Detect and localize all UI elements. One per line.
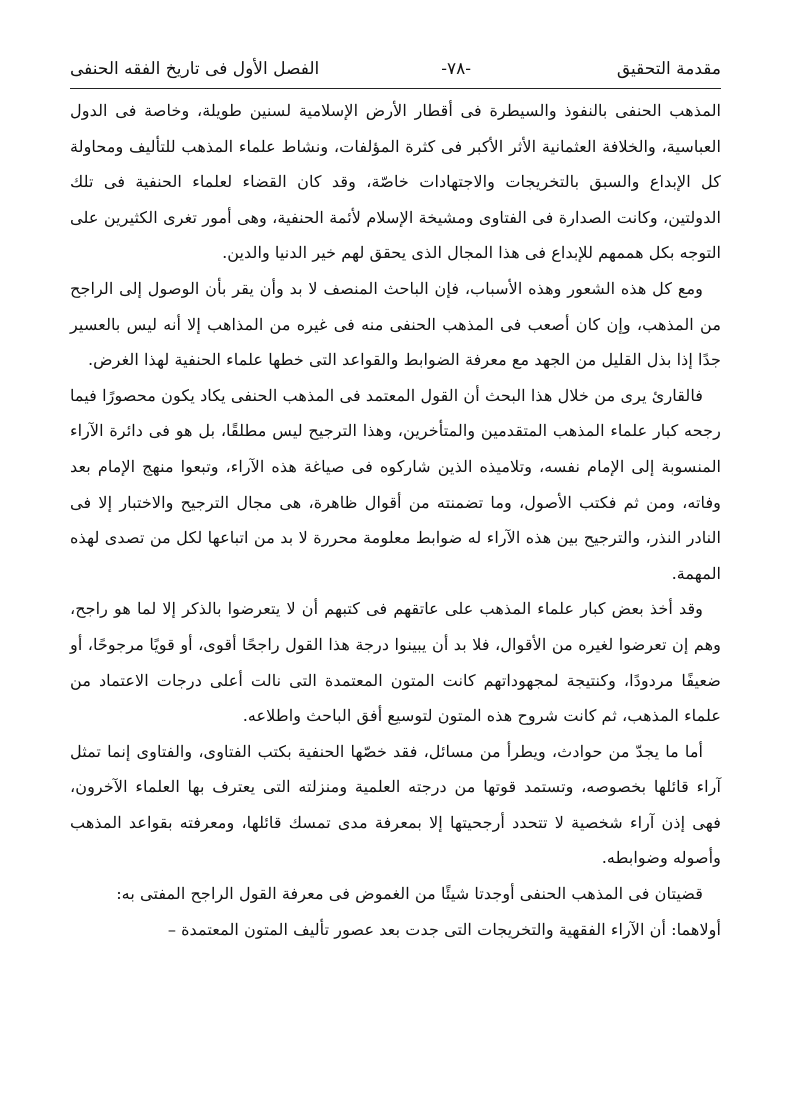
chapter-title: الفصل الأول فى تاريخ الفقه الحنفى bbox=[70, 59, 320, 79]
book-section-title: مقدمة التحقيق bbox=[616, 59, 721, 79]
paragraph: أولاهما: أن الآراء الفقهية والتخريجات التى جدت بعد عصور تأليف المتون المعتمدة – bbox=[167, 919, 721, 939]
document-page bbox=[70, 50, 721, 947]
running-header bbox=[70, 50, 721, 88]
body-text bbox=[70, 93, 721, 947]
header-rule bbox=[70, 88, 721, 89]
paragraph: فالقارئ يرى من خلال هذا البحث أن القول المعتمد فى المذهب الحنفى يكاد يكون محصورًا فيما رجحه كبار علماء المذهب المتقدمين والمتأخرين، وهذا الترجيح ليس مطلقًا، بل هو فى دائرة الآراء المنسوبة إلى الإمام نفسه، وتلاميذه الذين شاركوه فى صياغة هذه الآراء، وتبعوا منهج الإمام بعد وفاته، ومن ثم فكتب الأصول، وما تضمنته من أقوال ظاهرة، هى مجال الترجيح والاختبار إلا فى النادر النذر، والترجيح بين هذه الآراء له ضوابط معلومة محررة لا بد من اتباعها لكل من تصدى لهذه المهمة. bbox=[70, 385, 721, 583]
paragraph: المذهب الحنفى بالنفوذ والسيطرة فى أقطار الأرض الإسلامية لسنين طويلة، وخاصة فى الدول العباسية، والخلافة العثمانية الأثر الأكبر فى كثرة المؤلفات، ونشاط علماء المذهب للتأليف ومحاولة كل الإبداع والسبق بالتخريجات والاجتهادات خاصّة، وقد كان القضاء لعلماء الحنفية فى تلك الدولتين، وكانت الصدارة فى الفتاوى ومشيخة الإسلام لأئمة الحنفية، وهى أمور تغرى الكثيرين على التوجه بكل هممهم للإبداع فى هذا المجال الذى يحقق لهم خير الدنيا والدين. bbox=[70, 101, 721, 263]
paragraph: وقد أخذ بعض كبار علماء المذهب على عاتقهم فى كتبهم أن لا يتعرضوا بالذكر إلا لما هو راجح، وهم إن تعرضوا لغيره من الأقوال، فلا بد أن يبينوا درجة هذا القول راجحًا أقوى، أو قويًا مرجوحًا، أو ضعيفًا مردودًا، وكنتيجة لمجهوداتهم كانت المتون المعتمدة التى نالت أعلى درجات الاعتماد من علماء المذهب، ثم كانت شروح هذه المتون لتوسيع أفق الباحث واطلاعه. bbox=[70, 599, 721, 726]
paragraph: قضيتان فى المذهب الحنفى أوجدتا شيئًا من الغموض فى معرفة القول الراجح المفتى به: bbox=[116, 884, 703, 904]
page-number: -٧٨- bbox=[441, 59, 471, 79]
paragraph: أما ما يجدّ من حوادث، ويطرأ من مسائل، فقد خصّها الحنفية بكتب الفتاوى، والفتاوى إنما تمثل آراء قائلها بخصوصه، وتستمد قوتها من درجته العلمية ومنزلته التى يعترف بها العلماء الآخرون، فهى إذن آراء شخصية لا تتحدد أرجحيتها إلا بمعرفة مدى تمسك قائلها، ومعرفته بقواعد المذهب وأصوله وضوابطه. bbox=[70, 741, 721, 868]
paragraph: ومع كل هذه الشعور وهذه الأسباب، فإن الباحث المنصف لا بد وأن يقر بأن الوصول إلى الراجح من المذهب، وإن كان أصعب فى المذهب الحنفى منه فى غيره من المذاهب إلا أنه ليس بالعسير جدًا إذا بذل القليل من الجهد مع معرفة الضوابط والقواعد التى خطها علماء الحنفية لهذا الغرض. bbox=[70, 278, 721, 370]
